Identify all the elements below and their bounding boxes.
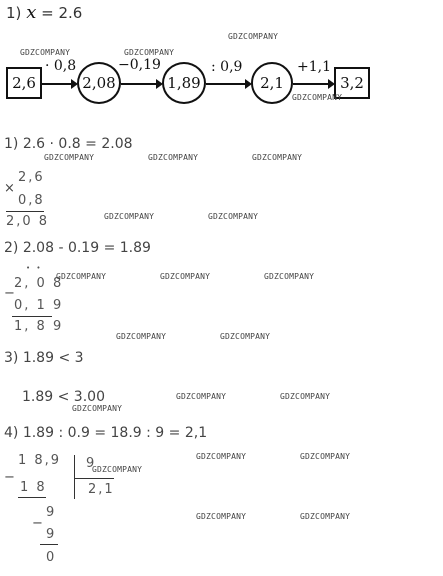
task-heading bbox=[6, 2, 82, 23]
division-remainder-final: 0 bbox=[46, 550, 57, 565]
watermark: GDZCOMPANY bbox=[292, 93, 343, 102]
watermark: GDZCOMPANY bbox=[300, 452, 351, 461]
division-quotient: 2,1 bbox=[88, 482, 115, 497]
step-1-factor-b: 0,8 bbox=[18, 193, 45, 208]
watermark: GDZCOMPANY bbox=[196, 452, 247, 461]
borrow-dots: • • bbox=[26, 264, 43, 272]
chain-node-2: 1,89 bbox=[162, 62, 206, 104]
step-3-comparison-expanded: 1.89 < 3.00 bbox=[22, 389, 105, 405]
watermark: GDZCOMPANY bbox=[228, 32, 279, 41]
watermark: GDZCOMPANY bbox=[20, 48, 71, 57]
watermark: GDZCOMPANY bbox=[92, 465, 143, 474]
watermark: GDZCOMPANY bbox=[148, 153, 199, 162]
chain-end-box: 3,2 bbox=[334, 67, 370, 99]
multiply-sign: × bbox=[4, 181, 15, 196]
watermark: GDZCOMPANY bbox=[252, 153, 303, 162]
division-minus-sign-2: − bbox=[32, 516, 43, 531]
step-3-comparison: 3) 1.89 < 3 bbox=[4, 350, 84, 366]
step-1-product: 2,0 8 bbox=[6, 214, 50, 229]
watermark: GDZCOMPANY bbox=[116, 332, 167, 341]
watermark: GDZCOMPANY bbox=[208, 212, 259, 221]
division-dividend: 1 8,9 bbox=[18, 453, 62, 468]
step-1-rule bbox=[6, 211, 44, 212]
division-remainder-1: 9 bbox=[46, 505, 57, 520]
watermark: GDZCOMPANY bbox=[160, 272, 211, 281]
watermark: GDZCOMPANY bbox=[72, 404, 123, 413]
chain-node-3: 2,1 bbox=[251, 62, 293, 104]
step-2-rule bbox=[12, 316, 52, 317]
chain-op-1: · 0,8 bbox=[45, 58, 77, 74]
watermark: GDZCOMPANY bbox=[264, 272, 315, 281]
step-2-subtrahend: 0, 1 9 bbox=[14, 298, 64, 313]
chain-node-1: 2,08 bbox=[77, 62, 121, 104]
chain-arrow-4 bbox=[293, 83, 333, 85]
chain-arrow-2 bbox=[121, 83, 161, 85]
watermark: GDZCOMPANY bbox=[56, 272, 107, 281]
task-value: = 2.6 bbox=[41, 4, 83, 22]
division-rule-1 bbox=[18, 497, 46, 498]
chain-op-4: +1,1 bbox=[297, 59, 331, 75]
chain-arrow-3 bbox=[206, 83, 250, 85]
step-1-factor-a: 2,6 bbox=[18, 170, 45, 185]
division-partial-2: 9 bbox=[46, 527, 57, 542]
division-bar-vertical bbox=[74, 455, 75, 499]
division-bar-horizontal bbox=[74, 478, 114, 479]
watermark: GDZCOMPANY bbox=[196, 512, 247, 521]
watermark: GDZCOMPANY bbox=[104, 212, 155, 221]
watermark: GDZCOMPANY bbox=[300, 512, 351, 521]
chain-arrow-1 bbox=[42, 83, 76, 85]
watermark: GDZCOMPANY bbox=[220, 332, 271, 341]
task-number: 1) bbox=[6, 4, 22, 22]
step-1-equation: 1) 2.6 · 0.8 = 2.08 bbox=[4, 136, 133, 152]
task-variable: x bbox=[26, 2, 37, 23]
step-4-equation: 4) 1.89 : 0.9 = 18.9 : 9 = 2,1 bbox=[4, 425, 208, 441]
watermark: GDZCOMPANY bbox=[176, 392, 227, 401]
step-2-minuend: 2, 0 8 bbox=[14, 276, 64, 291]
watermark: GDZCOMPANY bbox=[124, 48, 175, 57]
chain-start-box: 2,6 bbox=[6, 67, 42, 99]
division-rule-2 bbox=[40, 544, 58, 545]
watermark: GDZCOMPANY bbox=[44, 153, 95, 162]
step-2-difference: 1, 8 9 bbox=[14, 319, 64, 334]
watermark: GDZCOMPANY bbox=[280, 392, 331, 401]
step-2-equation: 2) 2.08 - 0.19 = 1.89 bbox=[4, 240, 151, 256]
chain-op-2: −0,19 bbox=[118, 57, 161, 73]
division-minus-sign: − bbox=[4, 470, 15, 485]
division-partial-1: 1 8 bbox=[20, 480, 47, 495]
division-divisor: 9 bbox=[86, 456, 97, 471]
minus-sign: − bbox=[4, 286, 15, 301]
chain-op-3: : 0,9 bbox=[211, 59, 243, 75]
